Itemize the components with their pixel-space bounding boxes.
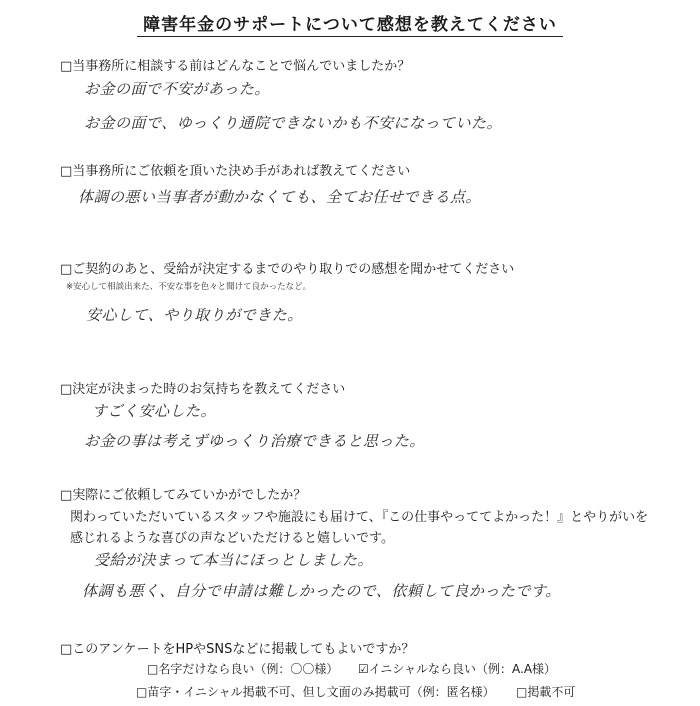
question-5-body-line-1: 関わっていただいているスタッフや施設にも届けて、『この仕事やっててよかった！』とやりがいを xyxy=(70,510,649,525)
question-5-answer-2: 体調も悪く、自分で申請は難しかったので、依頼して良かったです。 xyxy=(82,582,561,600)
question-5-label: □実際にご依頼してみていかがでしたか？ xyxy=(60,488,307,503)
option-initials-checkbox[interactable]: ☑イニシャルなら良い（例：A.A様） xyxy=(358,662,557,676)
question-1-answer-2: お金の面で、ゆっくり通院できないかも不安になっていた。 xyxy=(84,114,503,132)
question-5-body-line-2: 感じれるような喜びの声などいただけると嬉しいです。 xyxy=(70,531,394,546)
question-2-label: □当事務所にご依頼を頂いた決め手があれば教えてください xyxy=(60,164,411,179)
option-no-publish-checkbox[interactable]: □掲載不可 xyxy=(516,685,576,699)
page-title-text: 障害年金のサポートについて感想を教えてください xyxy=(137,15,563,37)
question-4-answer-1: すごく安心した。 xyxy=(92,402,217,420)
question-4-label: □決定が決まった時のお気持ちを教えてください xyxy=(60,382,346,397)
question-3-note: ※安心して相談出来た、不安な事を色々と聞けて良かったなど。 xyxy=(66,282,312,292)
question-2-answer-1: 体調の悪い当事者が動かなくても、全てお任せできる点。 xyxy=(78,188,482,206)
question-5-answer-1: 受給が決まって本当にほっとしました。 xyxy=(94,551,374,569)
question-1-answer-1: お金の面で不安があった。 xyxy=(84,80,270,98)
question-4-answer-2: お金の事は考えずゆっくり治療できると思った。 xyxy=(84,432,425,450)
question-1-label: □当事務所に相談する前はどんなことで悩んでいましたか？ xyxy=(60,59,411,74)
option-surname-only-checkbox[interactable]: □名字だけなら良い（例：〇〇様） xyxy=(147,662,339,676)
question-3-answer-1: 安心して、やり取りができた。 xyxy=(86,306,303,324)
question-6-label: □このアンケートをHPやSNSなどに掲載してもよいですか？ xyxy=(60,642,415,657)
question-3-label: □ご契約のあと、受給が決定するまでのやり取りでの感想を聞かせてください xyxy=(60,262,515,277)
option-text-only-checkbox[interactable]: □苗字・イニシャル掲載不可、但し文面のみ掲載可（例：匿名様） xyxy=(136,685,495,699)
page-title xyxy=(0,10,700,35)
